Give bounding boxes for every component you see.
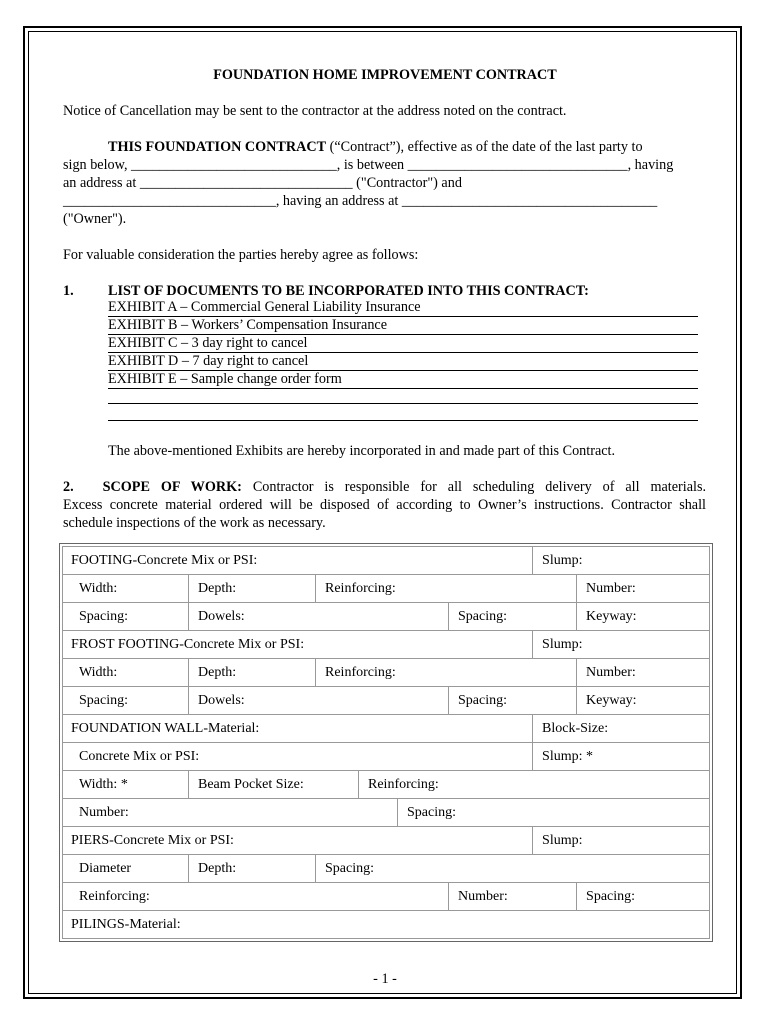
frost-dowels-cell[interactable]: Dowels: xyxy=(189,687,449,715)
table-row xyxy=(63,631,710,659)
table-row xyxy=(63,911,710,939)
section-2-line-1-rest: Contractor is responsible for all scheduling delivery of all materials. xyxy=(252,479,707,495)
piers-depth-cell[interactable]: Depth: xyxy=(189,855,316,883)
cancellation-notice: Notice of Cancellation may be sent to the contractor at the address noted on the contract. xyxy=(63,103,567,119)
footing-spacing-cell[interactable]: Spacing: xyxy=(63,603,189,631)
footing-reinforcing-cell[interactable]: Reinforcing: xyxy=(316,575,577,603)
table-row xyxy=(63,715,710,743)
footing-dowels-cell[interactable]: Dowels: xyxy=(189,603,449,631)
table-row xyxy=(63,659,710,687)
wall-slump-cell[interactable]: Slump: * xyxy=(533,743,710,771)
section-1-number: 1. xyxy=(63,283,74,299)
piers-slump-cell[interactable]: Slump: xyxy=(533,827,710,855)
frost-dowel-spacing-cell[interactable]: Spacing: xyxy=(449,687,577,715)
exhibit-blank-line[interactable] xyxy=(108,402,698,404)
wall-width-cell[interactable]: Width: * xyxy=(63,771,189,799)
intro-line-1-rest: (“Contract”), effective as of the date of the last party to xyxy=(326,139,643,155)
table-row xyxy=(63,547,710,575)
intro-line-3: an address at ______________________________ ("Contractor") and xyxy=(63,175,462,191)
table-row xyxy=(63,799,710,827)
page-number: - 1 - xyxy=(373,971,397,987)
pilings-material-cell[interactable]: PILINGS-Material: xyxy=(63,911,710,939)
footing-number-cell[interactable]: Number: xyxy=(577,575,710,603)
foundation-spec-table xyxy=(62,546,710,939)
piers-reinforcing-cell[interactable]: Reinforcing: xyxy=(63,883,449,911)
table-row xyxy=(63,855,710,883)
table-row xyxy=(63,687,710,715)
exhibit-a: EXHIBIT A – Commercial General Liability Insurance xyxy=(108,299,698,317)
footing-depth-cell[interactable]: Depth: xyxy=(189,575,316,603)
exhibit-e: EXHIBIT E – Sample change order form xyxy=(108,371,698,389)
table-row xyxy=(63,743,710,771)
footing-mix-cell[interactable]: FOOTING-Concrete Mix or PSI: xyxy=(63,547,533,575)
intro-line-5: ("Owner"). xyxy=(63,211,127,227)
footing-slump-cell[interactable]: Slump: xyxy=(533,547,710,575)
piers-number-cell[interactable]: Number: xyxy=(449,883,577,911)
table-row xyxy=(63,827,710,855)
frost-keyway-cell[interactable]: Keyway: xyxy=(577,687,710,715)
piers-diameter-cell[interactable]: Diameter xyxy=(63,855,189,883)
exhibit-d: EXHIBIT D – 7 day right to cancel xyxy=(108,353,698,371)
intro-line-4: ______________________________, having an address at ____________________________________ xyxy=(63,193,658,209)
piers-reinforcing-spacing-cell[interactable]: Spacing: xyxy=(577,883,710,911)
section-2-line-1 xyxy=(63,478,706,496)
section-2-line-2: Excess concrete material ordered will be disposed of according to Owner’s instructions. Contractor shall xyxy=(63,497,706,513)
document-title: FOUNDATION HOME IMPROVEMENT CONTRACT xyxy=(213,67,557,83)
wall-number-cell[interactable]: Number: xyxy=(63,799,398,827)
section-2-heading: SCOPE OF WORK: xyxy=(102,479,242,495)
exhibit-b: EXHIBIT B – Workers’ Compensation Insurance xyxy=(108,317,698,335)
frost-footing-mix-cell[interactable]: FROST FOOTING-Concrete Mix or PSI: xyxy=(63,631,533,659)
consideration-text: For valuable consideration the parties hereby agree as follows: xyxy=(63,247,419,263)
exhibit-c: EXHIBIT C – 3 day right to cancel xyxy=(108,335,698,353)
intro-line-1 xyxy=(108,138,643,156)
frost-spacing-cell[interactable]: Spacing: xyxy=(63,687,189,715)
footing-keyway-cell[interactable]: Keyway: xyxy=(577,603,710,631)
footing-dowel-spacing-cell[interactable]: Spacing: xyxy=(449,603,577,631)
exhibits-closing: The above-mentioned Exhibits are hereby incorporated in and made part of this Contract. xyxy=(108,443,616,459)
frost-number-cell[interactable]: Number: xyxy=(577,659,710,687)
table-row xyxy=(63,771,710,799)
wall-material-cell[interactable]: FOUNDATION WALL-Material: xyxy=(63,715,533,743)
wall-block-size-cell[interactable]: Block-Size: xyxy=(533,715,710,743)
intro-line-2: sign below, _____________________________, is between _______________________________, having xyxy=(63,157,674,173)
wall-spacing-cell[interactable]: Spacing: xyxy=(398,799,710,827)
section-2-number: 2. xyxy=(63,479,74,495)
piers-spacing-cell[interactable]: Spacing: xyxy=(316,855,710,883)
frost-reinforcing-cell[interactable]: Reinforcing: xyxy=(316,659,577,687)
frost-depth-cell[interactable]: Depth: xyxy=(189,659,316,687)
wall-reinforcing-cell[interactable]: Reinforcing: xyxy=(359,771,710,799)
table-row xyxy=(63,575,710,603)
exhibit-blank-line[interactable] xyxy=(108,419,698,421)
intro-bold-lead: THIS FOUNDATION CONTRACT xyxy=(108,139,327,155)
frost-width-cell[interactable]: Width: xyxy=(63,659,189,687)
table-row xyxy=(63,883,710,911)
footing-width-cell[interactable]: Width: xyxy=(63,575,189,603)
wall-beam-pocket-cell[interactable]: Beam Pocket Size: xyxy=(189,771,359,799)
section-2-line-3: schedule inspections of the work as necessary. xyxy=(63,515,326,531)
section-1-heading: LIST OF DOCUMENTS TO BE INCORPORATED INTO THIS CONTRACT: xyxy=(108,283,589,299)
piers-mix-cell[interactable]: PIERS-Concrete Mix or PSI: xyxy=(63,827,533,855)
wall-concrete-mix-cell[interactable]: Concrete Mix or PSI: xyxy=(63,743,533,771)
frost-footing-slump-cell[interactable]: Slump: xyxy=(533,631,710,659)
table-row xyxy=(63,603,710,631)
